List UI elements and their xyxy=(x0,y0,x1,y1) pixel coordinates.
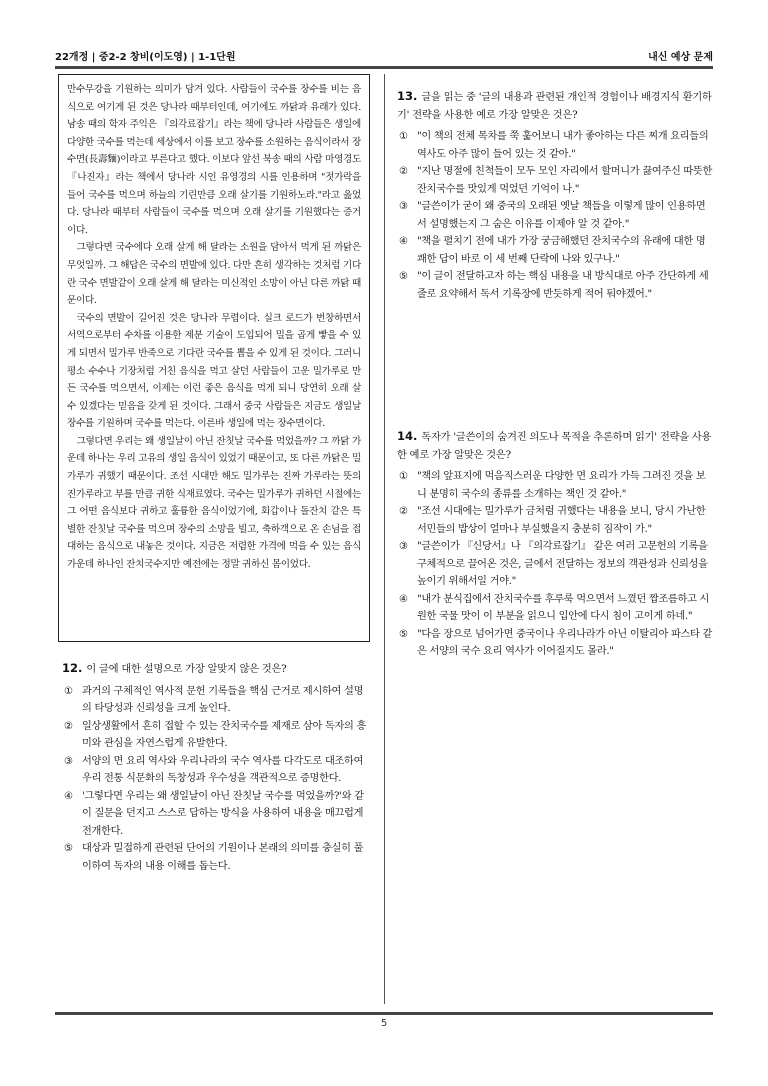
option-marker: ② xyxy=(399,166,408,177)
question-14 xyxy=(397,428,713,661)
option-text: "글쓴이가 『신당서』나 『의각료잡기』 같은 여러 고문헌의 기록을 구체적으로 끌어온 것은, 글에서 전달하는 정보의 객관성과 신뢰성을 높이기 위해서일 거야." xyxy=(417,541,708,587)
page-header xyxy=(55,44,713,64)
question-number: 12. xyxy=(62,661,83,675)
answer-option[interactable] xyxy=(397,468,713,503)
option-marker: ③ xyxy=(399,541,408,552)
reading-passage xyxy=(58,74,370,642)
passage-paragraph: 국수의 면발이 길어진 것은 당나라 무렵이다. 실크 로드가 번창하면서 서역으로부터 수차를 이용한 제분 기술이 도입되어 밀을 곱게 빻을 수 있게 되면서 밀가루 반죽으로 기다란 국수를 뽑을 수 있게 된 것이다. 그러니 평소 수수나 기장처럼 거친 음식을 먹고 살던 사람들이 고운 밀가루로 만든 국수를 먹으면서, 이제는 이런 좋은 음식을 먹게 되니 당연히 오래 살 수 있겠다는 믿음을 갖게 된 것이다. 그래서 중국 사람들은 지금도 생일날 장수를 기원하며 국수를 먹는다. 이른바 생일에 먹는 장수면이다. xyxy=(67,312,361,430)
answer-option[interactable] xyxy=(397,538,713,591)
option-marker: ④ xyxy=(399,236,408,247)
header-exam-title: 내신 예상 문제 xyxy=(648,52,713,63)
option-text: "이 책의 전체 목차를 쭉 훑어보니 내가 좋아하는 다른 찌개 요리들의 역사도 아주 많이 들어 있는 것 같아." xyxy=(417,131,709,160)
answer-option[interactable] xyxy=(397,128,713,163)
option-marker: ③ xyxy=(64,755,73,767)
option-marker: ③ xyxy=(399,201,408,212)
column-divider xyxy=(384,74,385,1004)
option-text: "지난 명절에 친척들이 모두 모인 자리에서 할머니가 끓여주신 따뜻한 잔치국수를 맛있게 먹었던 기억이 나." xyxy=(417,166,713,195)
answer-option[interactable] xyxy=(62,753,372,788)
footer-rule xyxy=(55,1012,713,1015)
question-stem: 독자가 '글쓴이의 숨겨진 의도나 목적을 추론하며 읽기' 전략을 사용한 예로 가장 알맞은 것은? xyxy=(397,432,712,461)
question-number: 14. xyxy=(397,429,418,443)
answer-option[interactable] xyxy=(62,683,372,718)
option-marker: ⑤ xyxy=(64,843,73,854)
option-marker: ② xyxy=(64,720,73,732)
option-text: 과거의 구체적인 역사적 문헌 기록들을 핵심 근거로 제시하여 설명의 타당성과 신뢰성을 크게 높인다. xyxy=(82,685,364,714)
question-12 xyxy=(62,660,372,875)
option-text: "책의 앞표지에 먹음직스러운 다양한 면 요리가 가득 그려진 것을 보니 분명히 국수의 종류를 소개하는 책인 것 같아." xyxy=(417,471,706,500)
answer-option[interactable] xyxy=(397,268,713,303)
option-marker: ① xyxy=(399,471,408,482)
header-course-info: 22개정 | 중2-2 창비(이도영) | 1-1단원 xyxy=(55,52,236,63)
answer-option[interactable] xyxy=(397,233,713,268)
option-marker: ④ xyxy=(64,790,73,802)
answer-option[interactable] xyxy=(397,591,713,626)
page-number: 5 xyxy=(380,1018,388,1029)
option-marker: ④ xyxy=(399,593,408,605)
answer-option[interactable] xyxy=(62,840,372,875)
option-marker: ⑤ xyxy=(399,271,408,282)
option-marker: ⑤ xyxy=(399,628,408,640)
option-text: "조선 시대에는 밀가루가 금처럼 귀했다는 내용을 보니, 당시 가난한 서민들의 밥상이 얼마나 부실했을지 충분히 짐작이 가." xyxy=(417,506,706,535)
option-marker: ① xyxy=(399,131,408,142)
option-text: "이 글이 전달하고자 하는 핵심 내용을 내 방식대로 아주 간단하게 세 줄로 요약해서 독서 기록장에 반듯하게 적어 둬야겠어." xyxy=(417,271,709,300)
answer-option[interactable] xyxy=(397,198,713,233)
answer-option[interactable] xyxy=(62,788,372,841)
answer-option[interactable] xyxy=(397,163,713,198)
header-rule xyxy=(55,66,713,69)
passage-paragraph: 그렇다면 국수에다 오래 살게 해 달라는 소원을 담아서 먹게 된 까닭은 무엇일까. 그 해답은 국수의 면발에 있다. 다만 흔히 생각하는 것처럼 기다란 국수 면발같이 오래 살게 해 달라는 미신적인 소망이 아닌 다른 까닭 때문이다. xyxy=(67,242,361,307)
option-text: "책을 펼치기 전에 내가 가장 궁금해했던 잔치국수의 유래에 대한 명쾌한 답이 바로 이 세 번째 단락에 나와 있구나." xyxy=(417,236,706,265)
answer-option[interactable] xyxy=(397,626,713,661)
question-stem: 이 글에 대한 설명으로 가장 알맞지 않은 것은? xyxy=(86,664,287,675)
answer-option[interactable] xyxy=(62,718,372,753)
option-text: 서양의 면 요리 역사와 우리나라의 국수 역사를 다각도로 대조하여 우리 전통 식문화의 독창성과 우수성을 객관적으로 증명한다. xyxy=(82,755,364,784)
question-stem: 글을 읽는 중 '글의 내용과 관련된 개인적 경험이나 배경지식 환기하기' 전략을 사용한 예로 가장 알맞은 것은? xyxy=(397,92,712,121)
answer-option[interactable] xyxy=(397,503,713,538)
option-text: "내가 분식집에서 잔치국수를 후루룩 먹으면서 느꼈던 짭조름하고 시원한 국물 맛이 이 부분을 읽으니 입안에 다시 침이 고이게 하네." xyxy=(417,593,710,622)
passage-paragraph: 그렇다면 우리는 왜 생일날이 아닌 잔칫날 국수를 먹었을까? 그 까닭 가운데 하나는 우리 고유의 생일 음식이 있었기 때문이고, 또 다른 까닭은 밀가루가 귀했기 때문이다. 조선 시대만 해도 밀가루는 진짜 가루라는 뜻의 진가루라고 부를 만큼 귀한 식재료였다. 국수는 밀가루가 귀하던 시절에는 그 어떤 음식보다 귀하고 훌륭한 음식이었기에, 회갑이나 돌잔치 같은 특별한 잔칫날 국수를 먹으며 장수의 소망을 빌고, 축하객으로 온 손님을 접대하는 음식으로 내놓은 것이다. 지금은 저렴한 가격에 먹을 수 있는 음식 가운데 하나인 잔치국수지만 예전에는 정말 귀하신 몸이었다. xyxy=(67,435,361,571)
option-text: '그렇다면 우리는 왜 생일날이 아닌 잔칫날 국수를 먹었을까?'와 같이 질문을 던지고 스스로 답하는 방식을 사용하여 내용을 매끄럽게 전개한다. xyxy=(82,790,364,837)
option-text: "다음 장으로 넘어가면 중국이나 우리나라가 아닌 이탈리아 파스타 같은 서양의 국수 요리 역사가 이어질지도 몰라." xyxy=(417,628,713,657)
question-number: 13. xyxy=(397,89,418,103)
option-marker: ② xyxy=(399,506,408,517)
option-text: 일상생활에서 흔히 접할 수 있는 잔치국수를 제재로 삼아 독자의 흥미와 관심을 자연스럽게 유발한다. xyxy=(82,720,367,749)
option-text: 대상과 밀접하게 관련된 단어의 기원이나 본래의 의미를 충실히 풀이하여 독자의 내용 이해를 돕는다. xyxy=(82,843,364,872)
question-13 xyxy=(397,88,713,303)
passage-paragraph: 만수무강을 기원하는 의미가 담겨 있다. 사람들이 국수를 장수를 비는 음식으로 여기게 된 것은 당나라 때부터인데, 여기에도 까닭과 유래가 있다. 남송 때의 학자 주익은 『의각료잡기』라는 책에 당나라 사람들은 생일에 다양한 국수를 먹는데 세상에서 이를 보고 장수를 소원하는 음식이라서 장수면(長壽麵)이라고 부른다고 했다. 이보다 앞선 북송 때의 사람 마영경도 『나진자』라는 책에서 당나라 시인 유영경의 시를 인용하며 "젓가락을 들어 국수를 먹으며 하늘의 기린만큼 오래 살기를 기원하노라."라고 읊었다. 당나라 때부터 사람들이 국수를 먹으며 오래 살기를 기원했다는 증거이다. xyxy=(67,84,361,236)
option-marker: ① xyxy=(64,685,73,697)
option-text: "글쓴이가 굳이 왜 중국의 오래된 옛날 책들을 이렇게 많이 인용하면서 설명했는지 그 숨은 이유를 이제야 알 것 같아." xyxy=(417,201,706,230)
